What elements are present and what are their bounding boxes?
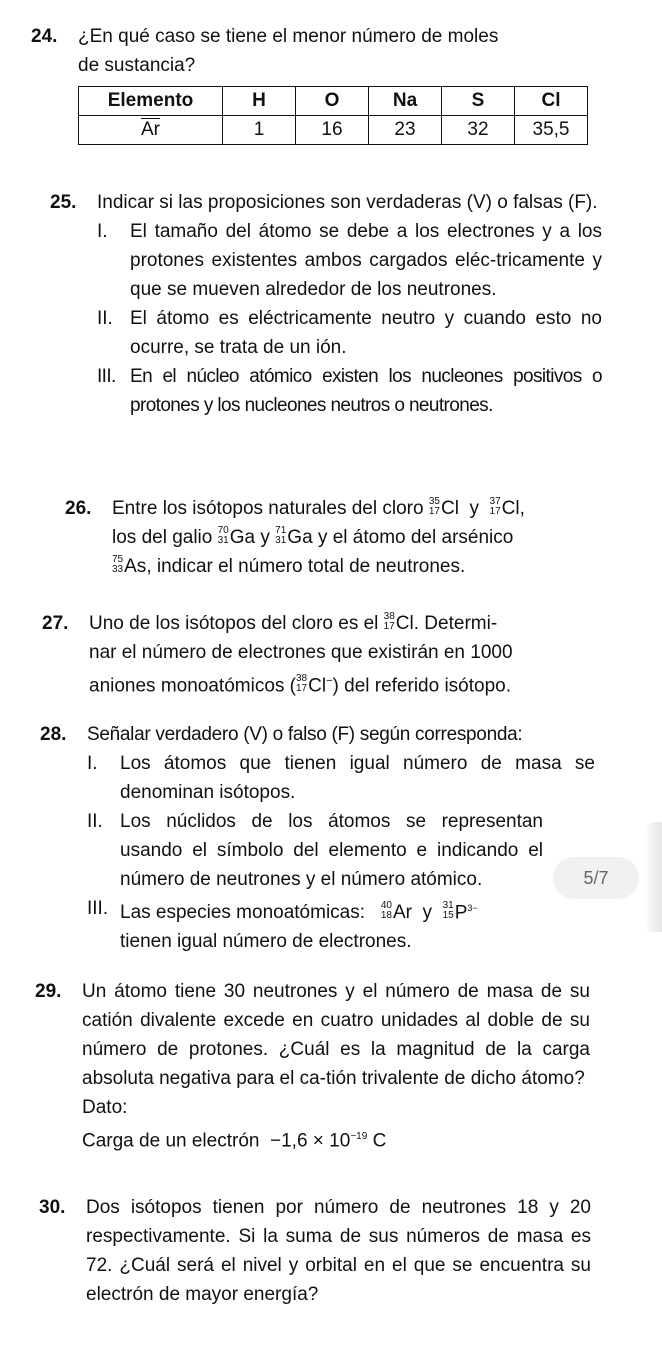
item-text: El tamaño del átomo se debe a los electrones y a los protones existentes ambos cargados eléc-tricamente y que se mueven alrededor de los neutrones.	[130, 221, 602, 300]
item-text: En el núcleo atómico existen los nucleones positivos o protones y los nucleones neutros o neutrones.	[130, 366, 602, 416]
question-number: 27.	[42, 613, 69, 634]
dato-label: Dato:	[82, 1097, 128, 1118]
list-item	[97, 362, 602, 420]
question-number: 29.	[35, 981, 62, 1002]
question-text: nar el número de electrones que existirán en 1000	[89, 642, 513, 663]
question-text	[112, 552, 617, 581]
atomic-number: 17	[296, 683, 308, 695]
text-segment: tienen igual número de electrones.	[120, 931, 412, 953]
atomic-mass-symbol: $\overline{Ar}$	[141, 119, 160, 140]
roman-numeral: II.	[87, 811, 103, 832]
atomic-number: 18	[380, 910, 392, 922]
question-text: Un átomo tiene 30 neutrones y el número de masa de su catión divalente excede en cuatro unidades al doble de su número de protones. ¿Cuál es la magnitud de la carga absoluta negativa para el ca-tión trivalente de dicho átomo?	[82, 981, 590, 1089]
proposition-list	[87, 749, 595, 956]
question-number: 24.	[31, 26, 58, 47]
table-header-row	[79, 87, 588, 116]
table-row	[79, 116, 588, 145]
text-segment: Las especies monoatómicas:	[120, 902, 366, 924]
item-text: Los átomos que tienen igual número de masa se denominan isótopos.	[120, 753, 595, 803]
table-header-cell: Na	[369, 87, 442, 116]
text-segment: . Determi-	[413, 613, 498, 634]
roman-numeral: II.	[97, 308, 113, 329]
text-segment: ) del referido isótopo.	[332, 675, 512, 697]
table-cell: 35,5	[515, 116, 588, 145]
element-symbol: Cl	[440, 498, 459, 519]
text-segment: , indicar el número total de neutrones.	[146, 556, 466, 577]
proposition-list	[97, 217, 602, 420]
question-text	[112, 523, 617, 552]
table-header-cell: Elemento	[79, 87, 223, 116]
ion-charge: 3−	[467, 903, 478, 913]
text-segment: C	[372, 1130, 387, 1152]
table-row-label	[79, 116, 223, 145]
text-segment: los del galio	[112, 527, 213, 548]
atomic-number: 33	[112, 563, 124, 575]
item-text: El átomo es eléctricamente neutro y cuando esto no ocurre, se trata de un ión.	[130, 308, 602, 358]
table-cell: 32	[442, 116, 515, 145]
atomic-number: 17	[428, 505, 440, 517]
atomic-number: 31	[217, 534, 229, 546]
question-27	[42, 609, 599, 700]
atomic-number: 15	[442, 910, 454, 922]
atomic-number: 17	[489, 505, 501, 517]
table-header-cell: Cl	[515, 87, 588, 116]
question-text: ¿En qué caso se tiene el menor número de moles	[78, 26, 499, 47]
table-cell: 1	[223, 116, 296, 145]
table-cell: 16	[296, 116, 369, 145]
isotope-notation	[275, 523, 312, 552]
text-segment: Carga de un electrón	[82, 1130, 260, 1152]
item-text: Los núclidos de los átomos se representan usando el símbolo del elemento e indicando el número de neutrones y el número atómico.	[120, 811, 543, 890]
atomic-mass-table	[78, 86, 588, 145]
question-number: 28.	[40, 724, 67, 745]
mass-number: 35	[428, 495, 440, 507]
element-symbol: As	[124, 556, 147, 577]
isotope-notation	[490, 494, 525, 523]
text-segment: −1,6 × 10	[270, 1130, 351, 1152]
question-text	[89, 667, 599, 700]
mass-number: 75	[112, 553, 124, 565]
question-text: Señalar verdadero (V) o falso (F) según corresponda:	[87, 724, 523, 745]
table-cell: 23	[369, 116, 442, 145]
isotope-notation	[296, 667, 333, 700]
isotope-notation	[112, 552, 146, 581]
question-29	[35, 977, 590, 1155]
element-symbol: Cl,	[501, 498, 525, 519]
question-number: 30.	[39, 1197, 66, 1218]
element-symbol: Ga	[229, 527, 256, 548]
isotope-notation	[443, 894, 478, 927]
mass-number: 38	[296, 673, 308, 685]
element-symbol: P	[454, 902, 468, 924]
table-header-cell: O	[296, 87, 369, 116]
mass-number: 71	[275, 524, 287, 536]
text-segment: y	[422, 902, 433, 924]
roman-numeral: I.	[97, 221, 108, 242]
mass-number: 31	[442, 900, 454, 912]
scroll-edge	[643, 822, 662, 932]
text-segment: y el átomo del arsénico	[317, 527, 514, 548]
element-symbol: Ga	[287, 527, 313, 548]
question-text: Dos isótopos tienen por número de neutrones 18 y 20 respectivamente. Si la suma de sus números de masa es 72. ¿Cuál será el nivel y orbital en el que se encuentra su electrón de mayor energía?	[86, 1197, 591, 1305]
text-segment: Uno de los isótopos del cloro es el	[89, 613, 379, 634]
question-number: 25.	[50, 192, 77, 213]
mass-number: 70	[217, 524, 229, 536]
list-item	[97, 304, 602, 362]
roman-numeral: III.	[87, 898, 109, 919]
atomic-number: 31	[275, 534, 287, 546]
list-item	[87, 894, 595, 956]
isotope-notation	[218, 523, 255, 552]
question-26	[65, 494, 617, 581]
question-text	[89, 609, 599, 638]
table-header-cell: S	[442, 87, 515, 116]
list-item	[87, 749, 595, 807]
question-number: 26.	[65, 498, 92, 519]
text-segment: aniones monoatómicos (	[89, 675, 296, 697]
isotope-notation	[429, 494, 459, 523]
dato-value	[82, 1122, 590, 1155]
question-30	[39, 1193, 591, 1309]
roman-numeral: III.	[97, 366, 116, 387]
ion-charge: −	[326, 675, 333, 687]
exponent: −19	[350, 1131, 368, 1142]
text-segment: Entre los isótopos naturales del cloro	[112, 498, 424, 519]
question-text: Indicar si las proposiciones son verdaderas (V) o falsas (F).	[97, 192, 598, 213]
question-text: de sustancia?	[78, 55, 196, 76]
mass-number: 37	[489, 495, 501, 507]
roman-numeral: I.	[87, 753, 98, 774]
question-25	[50, 188, 602, 420]
text-segment: y	[260, 527, 270, 548]
list-item	[97, 217, 602, 304]
question-28	[40, 720, 595, 956]
element-symbol: Ar	[392, 902, 412, 924]
element-symbol: Cl	[395, 613, 414, 634]
text-segment: y	[469, 498, 479, 519]
list-item	[87, 807, 595, 894]
mass-number: 40	[380, 900, 392, 912]
page-indicator: 5/7	[553, 857, 639, 899]
isotope-notation	[381, 898, 412, 927]
item-text	[120, 902, 478, 952]
question-24	[31, 22, 598, 80]
atomic-number: 17	[383, 620, 395, 632]
question-text	[112, 494, 617, 523]
isotope-notation	[384, 609, 414, 638]
table-header-cell: H	[223, 87, 296, 116]
mass-number: 38	[383, 610, 395, 622]
element-symbol: Cl	[308, 675, 327, 697]
